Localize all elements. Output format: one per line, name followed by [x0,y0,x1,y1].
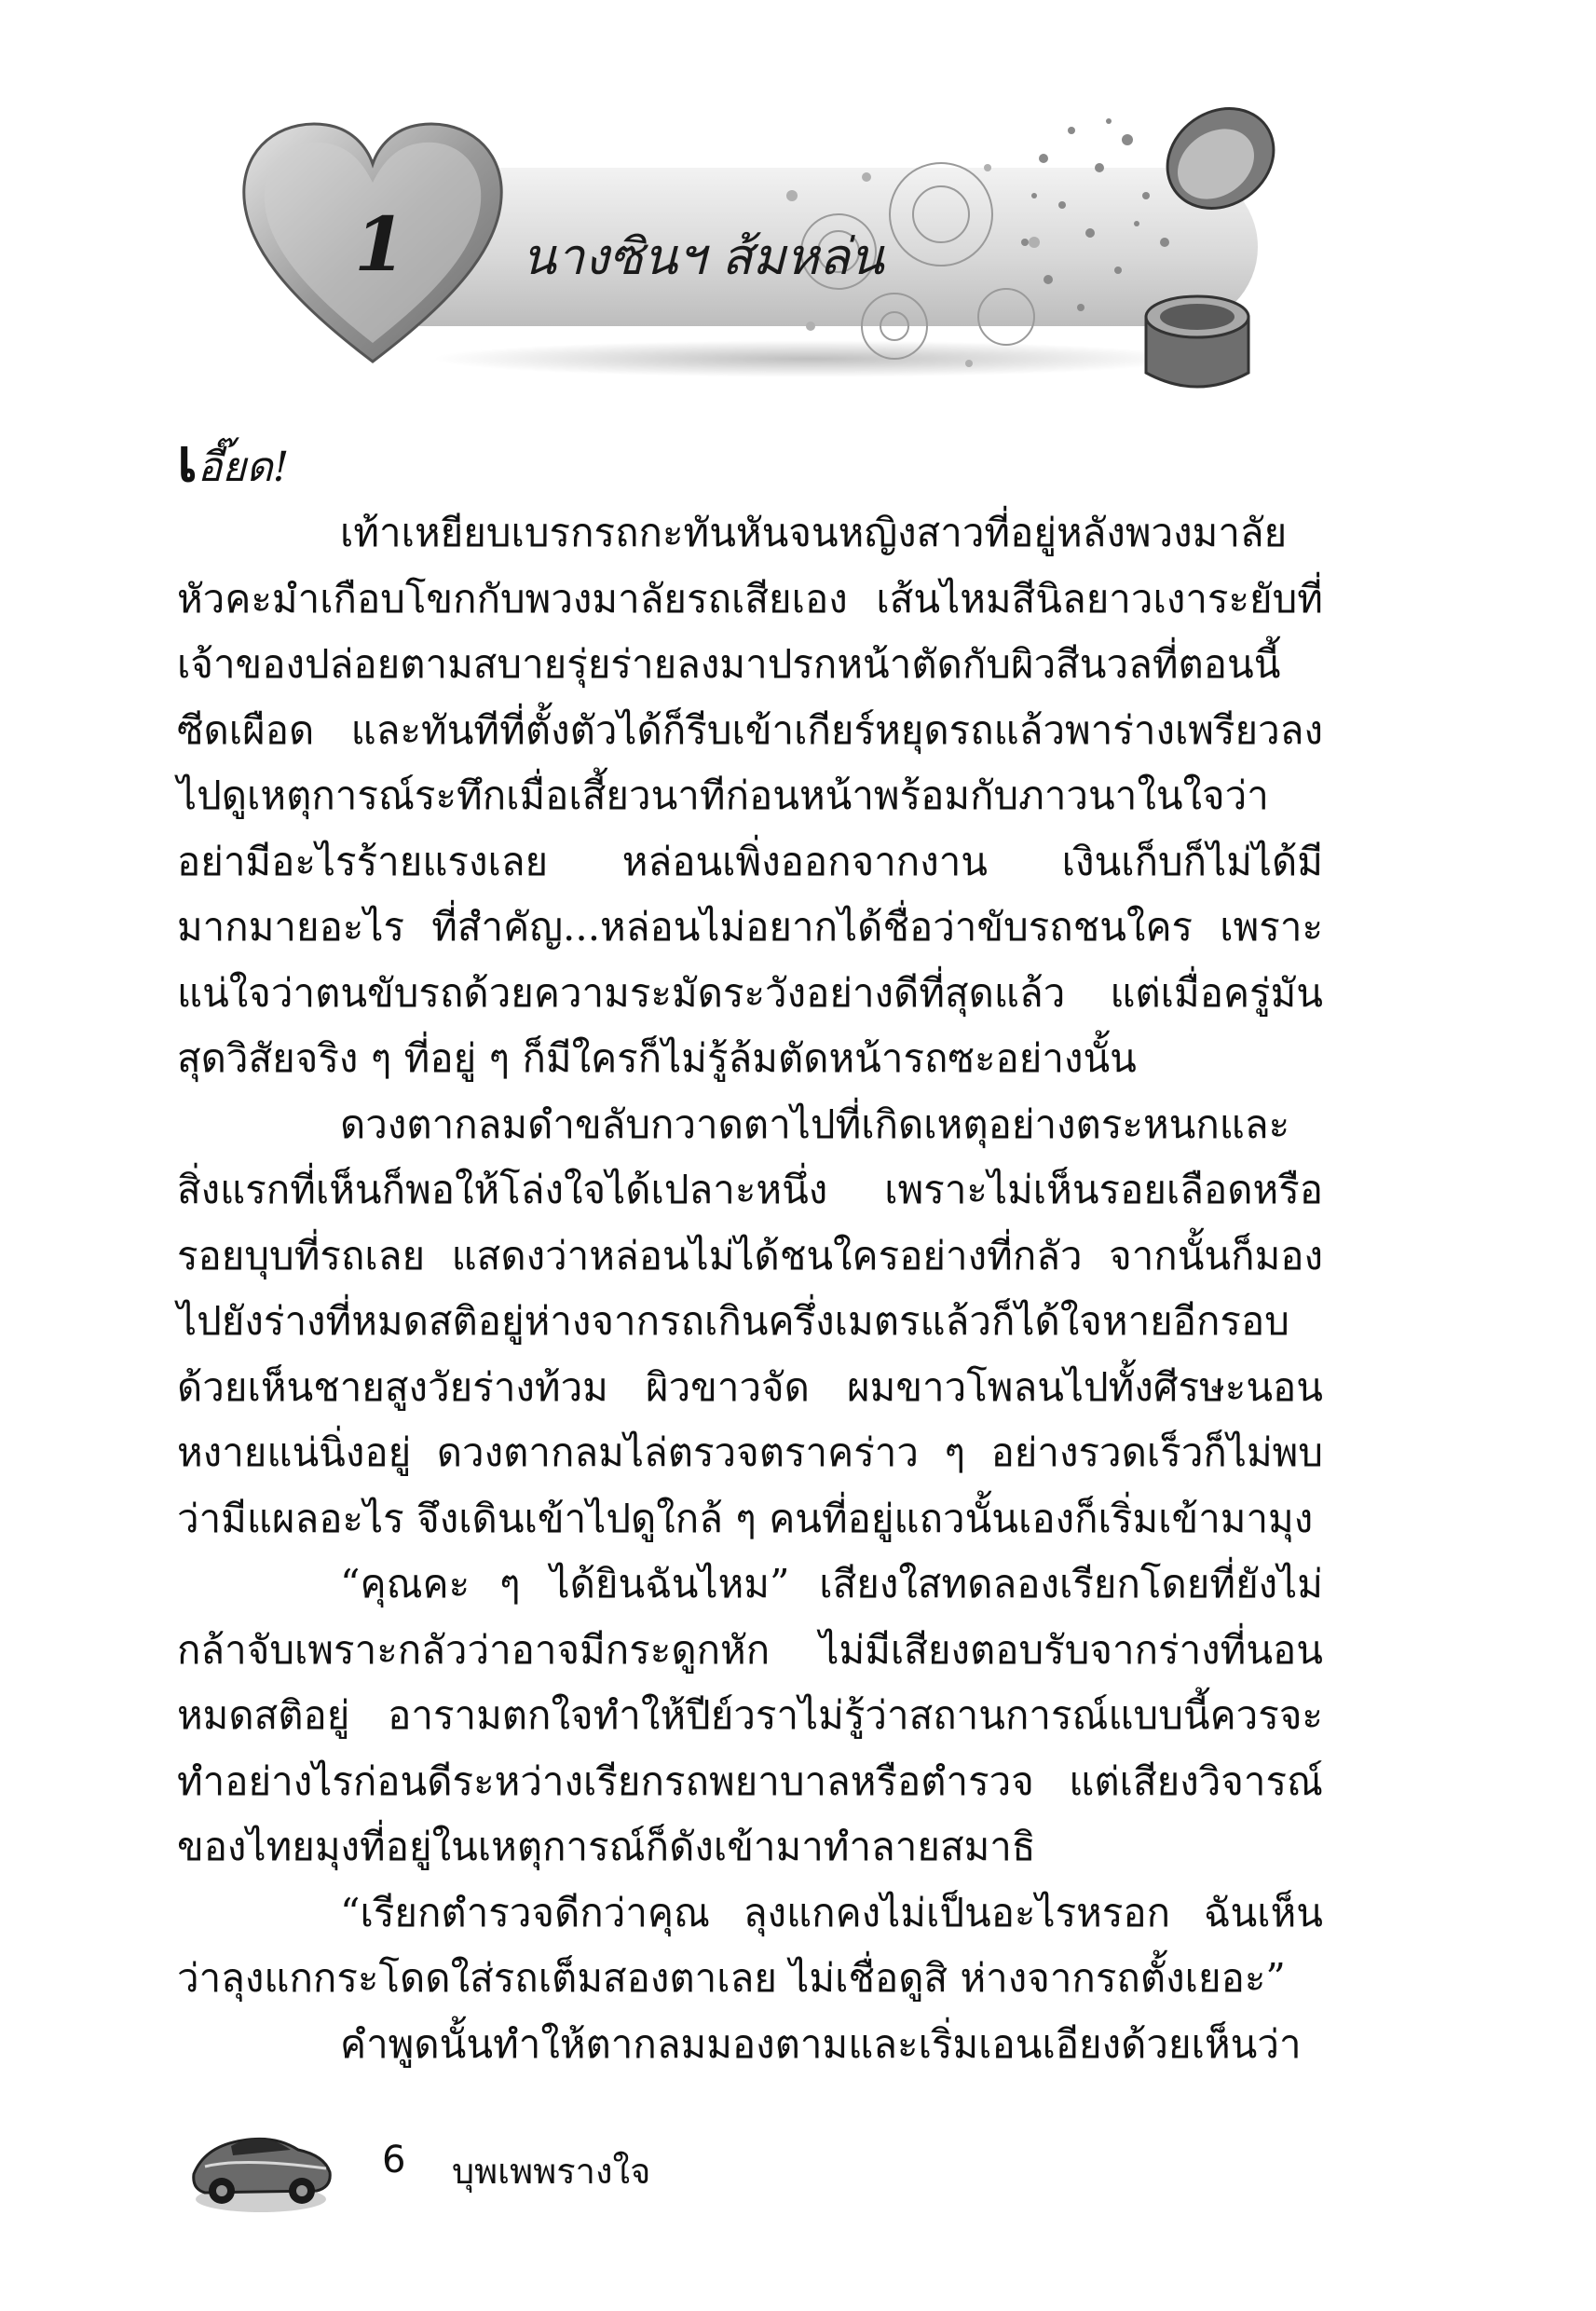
opening-line [177,426,1323,500]
chapter-title: นางซินฯ ส้มหล่น [522,227,884,286]
book-title: บุพเพพรางใจ [452,2151,651,2192]
paragraph: ดวงตากลมดำขลับกวาดตาไปที่เกิดเหตุอย่างตระหนกและสิ่งแรกที่เห็นก็พอให้โล่งใจได้เปลาะหนึ่ง เพราะไม่เห็นรอยเลือดหรือรอยบุบที่รถเลย แสดงว่าหล่อนไม่ได้ชนใครอย่างที่กลัว จากนั้นก็มองไปยังร่างที่หมดสติอยู่ห่างจากรถเกินครึ่งเมตรแล้วก็ได้ใจหายอีกรอบด้วยเห็นชายสูงวัยร่างท้วม ผิวขาวจัด ผมขาวโพลนไปทั้งศีรษะนอนหงายแน่นิ่งอยู่ ดวงตากลมไล่ตรวจตราคร่าว ๆ อย่างรวดเร็วก็ไม่พบว่ามีแผลอะไร จึงเดินเข้าไปดูใกล้ ๆ คนที่อยู่แถวนั้นเองก็เริ่มเข้ามามุง [177,1101,1323,1541]
paragraph: “คุณคะ ๆ ได้ยินฉันไหม” เสียงใสทดลองเรียกโดยที่ยังไม่กล้าจับเพราะกลัวว่าอาจมีกระดูกหัก ไม่มีเสียงตอบรับจากร่างที่นอนหมดสติอยู่ อารามตกใจทำให้ปีย์วราไม่รู้ว่าสถานการณ์แบบนี้ควรจะทำอย่างไรก่อนดีระหว่างเรียกรถพยาบาลหรือตำรวจ แต่เสียงวิจารณ์ของไทยมุงที่อยู่ในเหตุการณ์ก็ดังเข้ามาทำลายสมาธิ [177,1561,1323,1869]
chapter-body [177,426,1323,2077]
sports-car-icon [186,2101,335,2222]
chapter-number: 1 [354,200,406,288]
opening-word: อี๊ยด! [197,444,290,491]
paragraph: คำพูดนั้นทำให้ตากลมมองตามและเริ่มเอนเอียงด้วยเห็นว่า [340,2020,1302,2067]
page-footer [186,2101,1025,2241]
paragraph: เท้าเหยียบเบรกรถกะทันหันจนหญิงสาวที่อยู่หลังพวงมาลัย หัวคะมำเกือบโขกกับพวงมาลัยรถเสียเอง เส้นไหมสีนิลยาวเงาระยับที่เจ้าของปล่อยตามสบายรุ่ยร่ายลงมาปรกหน้าตัดกับผิวสีนวลที่ตอนนี้ซีดเผือด และทันทีที่ตั้งตัวได้ก็รีบเข้าเกียร์หยุดรถแล้วพาร่างเพรียวลงไปดูเหตุการณ์ระทึกเมื่อเสี้ยวนาทีก่อนหน้าพร้อมกับภาวนาในใจว่าอย่ามีอะไรร้ายแรงเลย หล่อนเพิ่งออกจากงาน เงินเก็บก็ไม่ได้มีมากมายอะไร ที่สำคัญ...หล่อนไม่อยากได้ชื่อว่าขับรถชนใคร เพราะแน่ใจว่าตนขับรถด้วยความระมัดระวังอย่างดีที่สุดแล้ว แต่เมื่อครู่มันสุดวิสัยจริง ๆ ที่อยู่ ๆ ก็มีใครก็ไม่รู้ล้มตัดหน้ารถซะอย่างนั้น [177,510,1323,1081]
drop-cap: เ [177,426,198,496]
paragraph: “เรียกตำรวจดีกว่าคุณ ลุงแกคงไม่เป็นอะไรหรอก ฉันเห็นว่าลุงแกกระโดดใส่รถเต็มสองตาเลย ไม่เชื่อดูสิ ห่างจากรถตั้งเยอะ” [177,1889,1323,2001]
page-number: 6 [382,2139,406,2181]
chapter-header [233,103,1286,401]
gift-box-icon [1006,103,1286,401]
